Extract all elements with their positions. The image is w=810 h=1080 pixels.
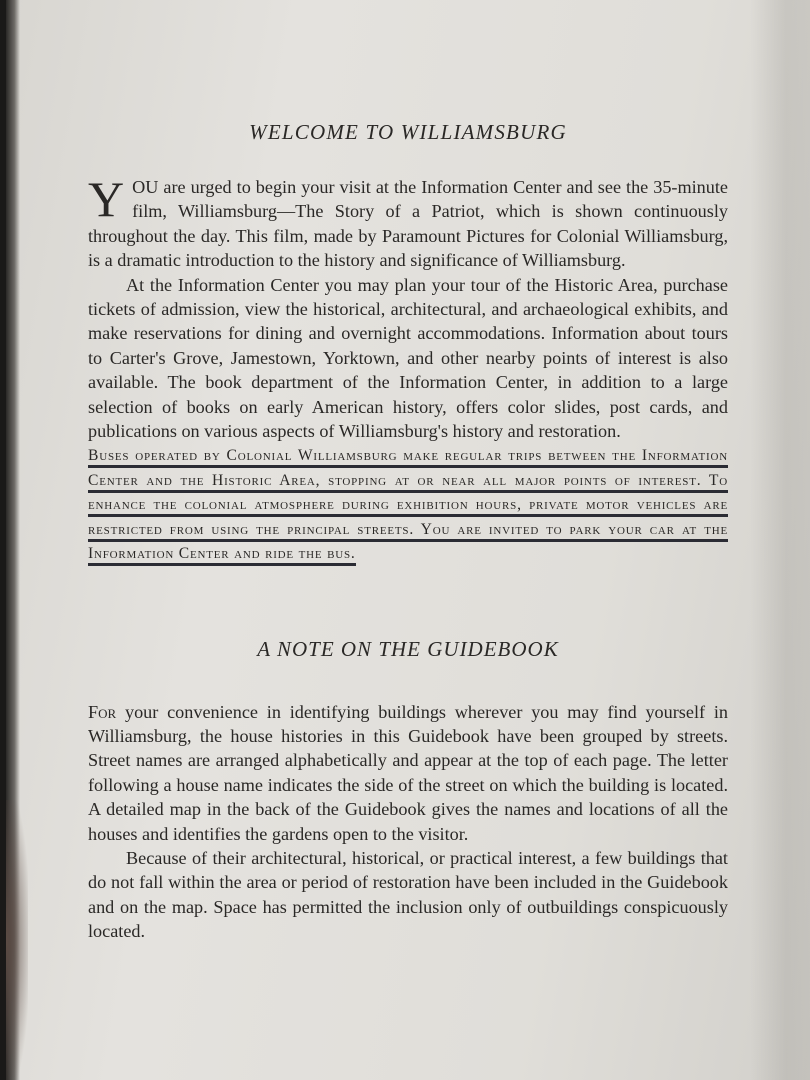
- guidebook-paragraph-2: Because of their architectural, historical, or practical interest, a few buildings that do not fall within the area or period of restoration have been included in the Guidebook and on the map. Space has permitted the inclusion only of outbuildings conspicuously located.: [88, 847, 728, 942]
- welcome-heading: WELCOME TO WILLIAMSBURG: [249, 120, 567, 144]
- page-text: [88, 120, 728, 944]
- guidebook-heading: A NOTE ON THE GUIDEBOOK: [257, 636, 559, 661]
- guidebook-lead-word: For: [88, 701, 117, 722]
- welcome-paragraph-1: [88, 171, 728, 273]
- welcome-paragraph-3-underlined: [88, 444, 728, 566]
- guidebook-paragraph-1-text: your convenience in identifying buildings wherever you may find yourself in Williamsburg, the house histories in this Guidebook have been grouped by streets. Street names are arranged alphabetically and appear at the top of each page. The letter following a house name indicates the side of the street on which the building is located. A detailed map in the back of the Guidebook gives the names and locations of all the houses and identifies the gardens open to the visitor.: [88, 701, 728, 844]
- finger-shadow: [6, 800, 28, 1080]
- welcome-paragraph-1-text: OU are urged to begin your visit at the Information Center and see the 35-minute film, Williamsburg—The Story of a Patriot, which is shown continuously throughout the day. This film, made by Paramount Pictures for Colonial Williamsburg, is a dramatic introduction to the history and significance of Williamsburg.: [88, 177, 728, 271]
- underlined-bus-text: Buses operated by Colonial Williamsburg make regular trips between the Information Center and the Historic Area, stopping at or near all major points of interest. To enhance the colonial atmosphere during exhibition hours, private motor vehicles are restricted from using the principal streets. You are invited to park your car at the Information Center and ride the bus.: [88, 447, 728, 566]
- book-page: [6, 0, 810, 1080]
- page-edge-shadow: [750, 0, 810, 1080]
- welcome-paragraph-2: At the Information Center you may plan your tour of the Historic Area, purchase tickets of admission, view the historical, architectural, and archaeological exhibits, and make reservations for dining and overnight accommodations. Information about tours to Carter's Grove, Jamestown, Yorktown, and other nearby points of interest is also available. The book department of the Information Center, in addition to a large selection of books on early American history, offers color slides, post cards, and publications on various aspects of Williamsburg's history and restoration.: [88, 274, 728, 442]
- guidebook-paragraph-1: [88, 700, 728, 846]
- drop-cap: Y: [88, 171, 125, 227]
